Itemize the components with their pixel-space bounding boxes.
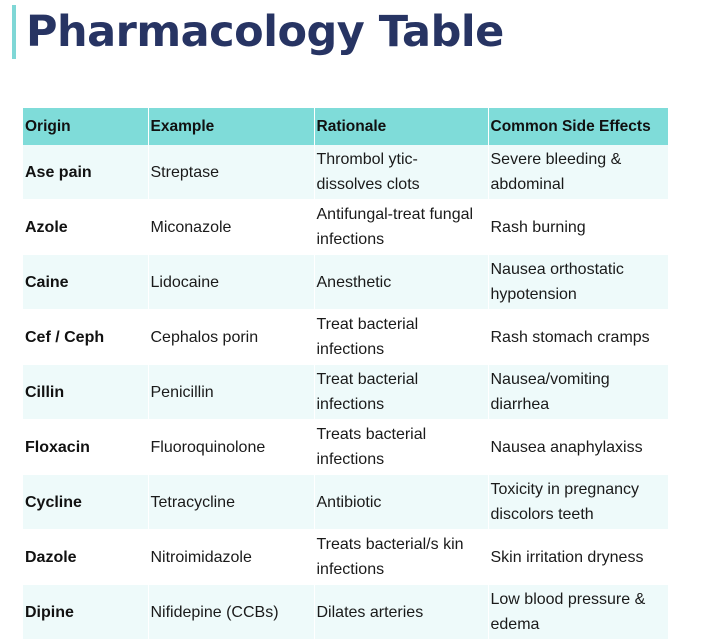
cell-origin: Dipine <box>23 585 148 640</box>
cell-example: Streptase <box>148 145 314 200</box>
cell-side-effects: Severe bleeding & abdominal <box>488 145 668 200</box>
cell-origin: Cillin <box>23 365 148 420</box>
table-row <box>23 530 668 585</box>
cell-side-effects: Nausea/vomiting diarrhea <box>488 365 668 420</box>
cell-side-effects: Rash burning <box>488 200 668 255</box>
header-rationale: Rationale <box>314 108 488 145</box>
cell-example: Penicillin <box>148 365 314 420</box>
cell-origin: Caine <box>23 255 148 310</box>
cell-rationale: Dilates arteries <box>314 585 488 640</box>
cell-example: Fluoroquinolone <box>148 420 314 475</box>
page-title: Pharmacology Table <box>26 6 504 57</box>
cell-example: Tetracycline <box>148 475 314 530</box>
cell-side-effects: Nausea orthostatic hypotension <box>488 255 668 310</box>
table-header-row <box>23 108 668 145</box>
title-accent-bar <box>12 5 16 59</box>
cell-side-effects: Nausea anaphylaxiss <box>488 420 668 475</box>
cell-origin: Ase pain <box>23 145 148 200</box>
title-block <box>12 4 504 60</box>
cell-example: Nifidepine (CCBs) <box>148 585 314 640</box>
table-row <box>23 255 668 310</box>
cell-rationale: Treat bacterial infections <box>314 365 488 420</box>
table-row <box>23 475 668 530</box>
cell-rationale: Antifungal-treat fungal infections <box>314 200 488 255</box>
cell-rationale: Treats bacterial/s kin infections <box>314 530 488 585</box>
header-example: Example <box>148 108 314 145</box>
table-row <box>23 200 668 255</box>
cell-rationale: Anesthetic <box>314 255 488 310</box>
header-side-effects: Common Side Effects <box>488 108 668 145</box>
cell-origin: Floxacin <box>23 420 148 475</box>
header-origin: Origin <box>23 108 148 145</box>
cell-rationale: Treats bacterial infections <box>314 420 488 475</box>
cell-side-effects: Low blood pressure & edema <box>488 585 668 640</box>
table-row <box>23 310 668 365</box>
cell-side-effects: Rash stomach cramps <box>488 310 668 365</box>
cell-rationale: Thrombol ytic- dissolves clots <box>314 145 488 200</box>
pharmacology-table <box>23 108 669 640</box>
table-row <box>23 585 668 640</box>
cell-example: Lidocaine <box>148 255 314 310</box>
table-row <box>23 145 668 200</box>
table-row <box>23 365 668 420</box>
cell-origin: Cycline <box>23 475 148 530</box>
cell-side-effects: Skin irritation dryness <box>488 530 668 585</box>
table-body <box>23 145 668 640</box>
cell-origin: Cef / Ceph <box>23 310 148 365</box>
cell-example: Nitroimidazole <box>148 530 314 585</box>
cell-example: Miconazole <box>148 200 314 255</box>
cell-origin: Dazole <box>23 530 148 585</box>
cell-rationale: Antibiotic <box>314 475 488 530</box>
cell-side-effects: Toxicity in pregnancy discolors teeth <box>488 475 668 530</box>
cell-example: Cephalos porin <box>148 310 314 365</box>
cell-rationale: Treat bacterial infections <box>314 310 488 365</box>
table-row <box>23 420 668 475</box>
cell-origin: Azole <box>23 200 148 255</box>
